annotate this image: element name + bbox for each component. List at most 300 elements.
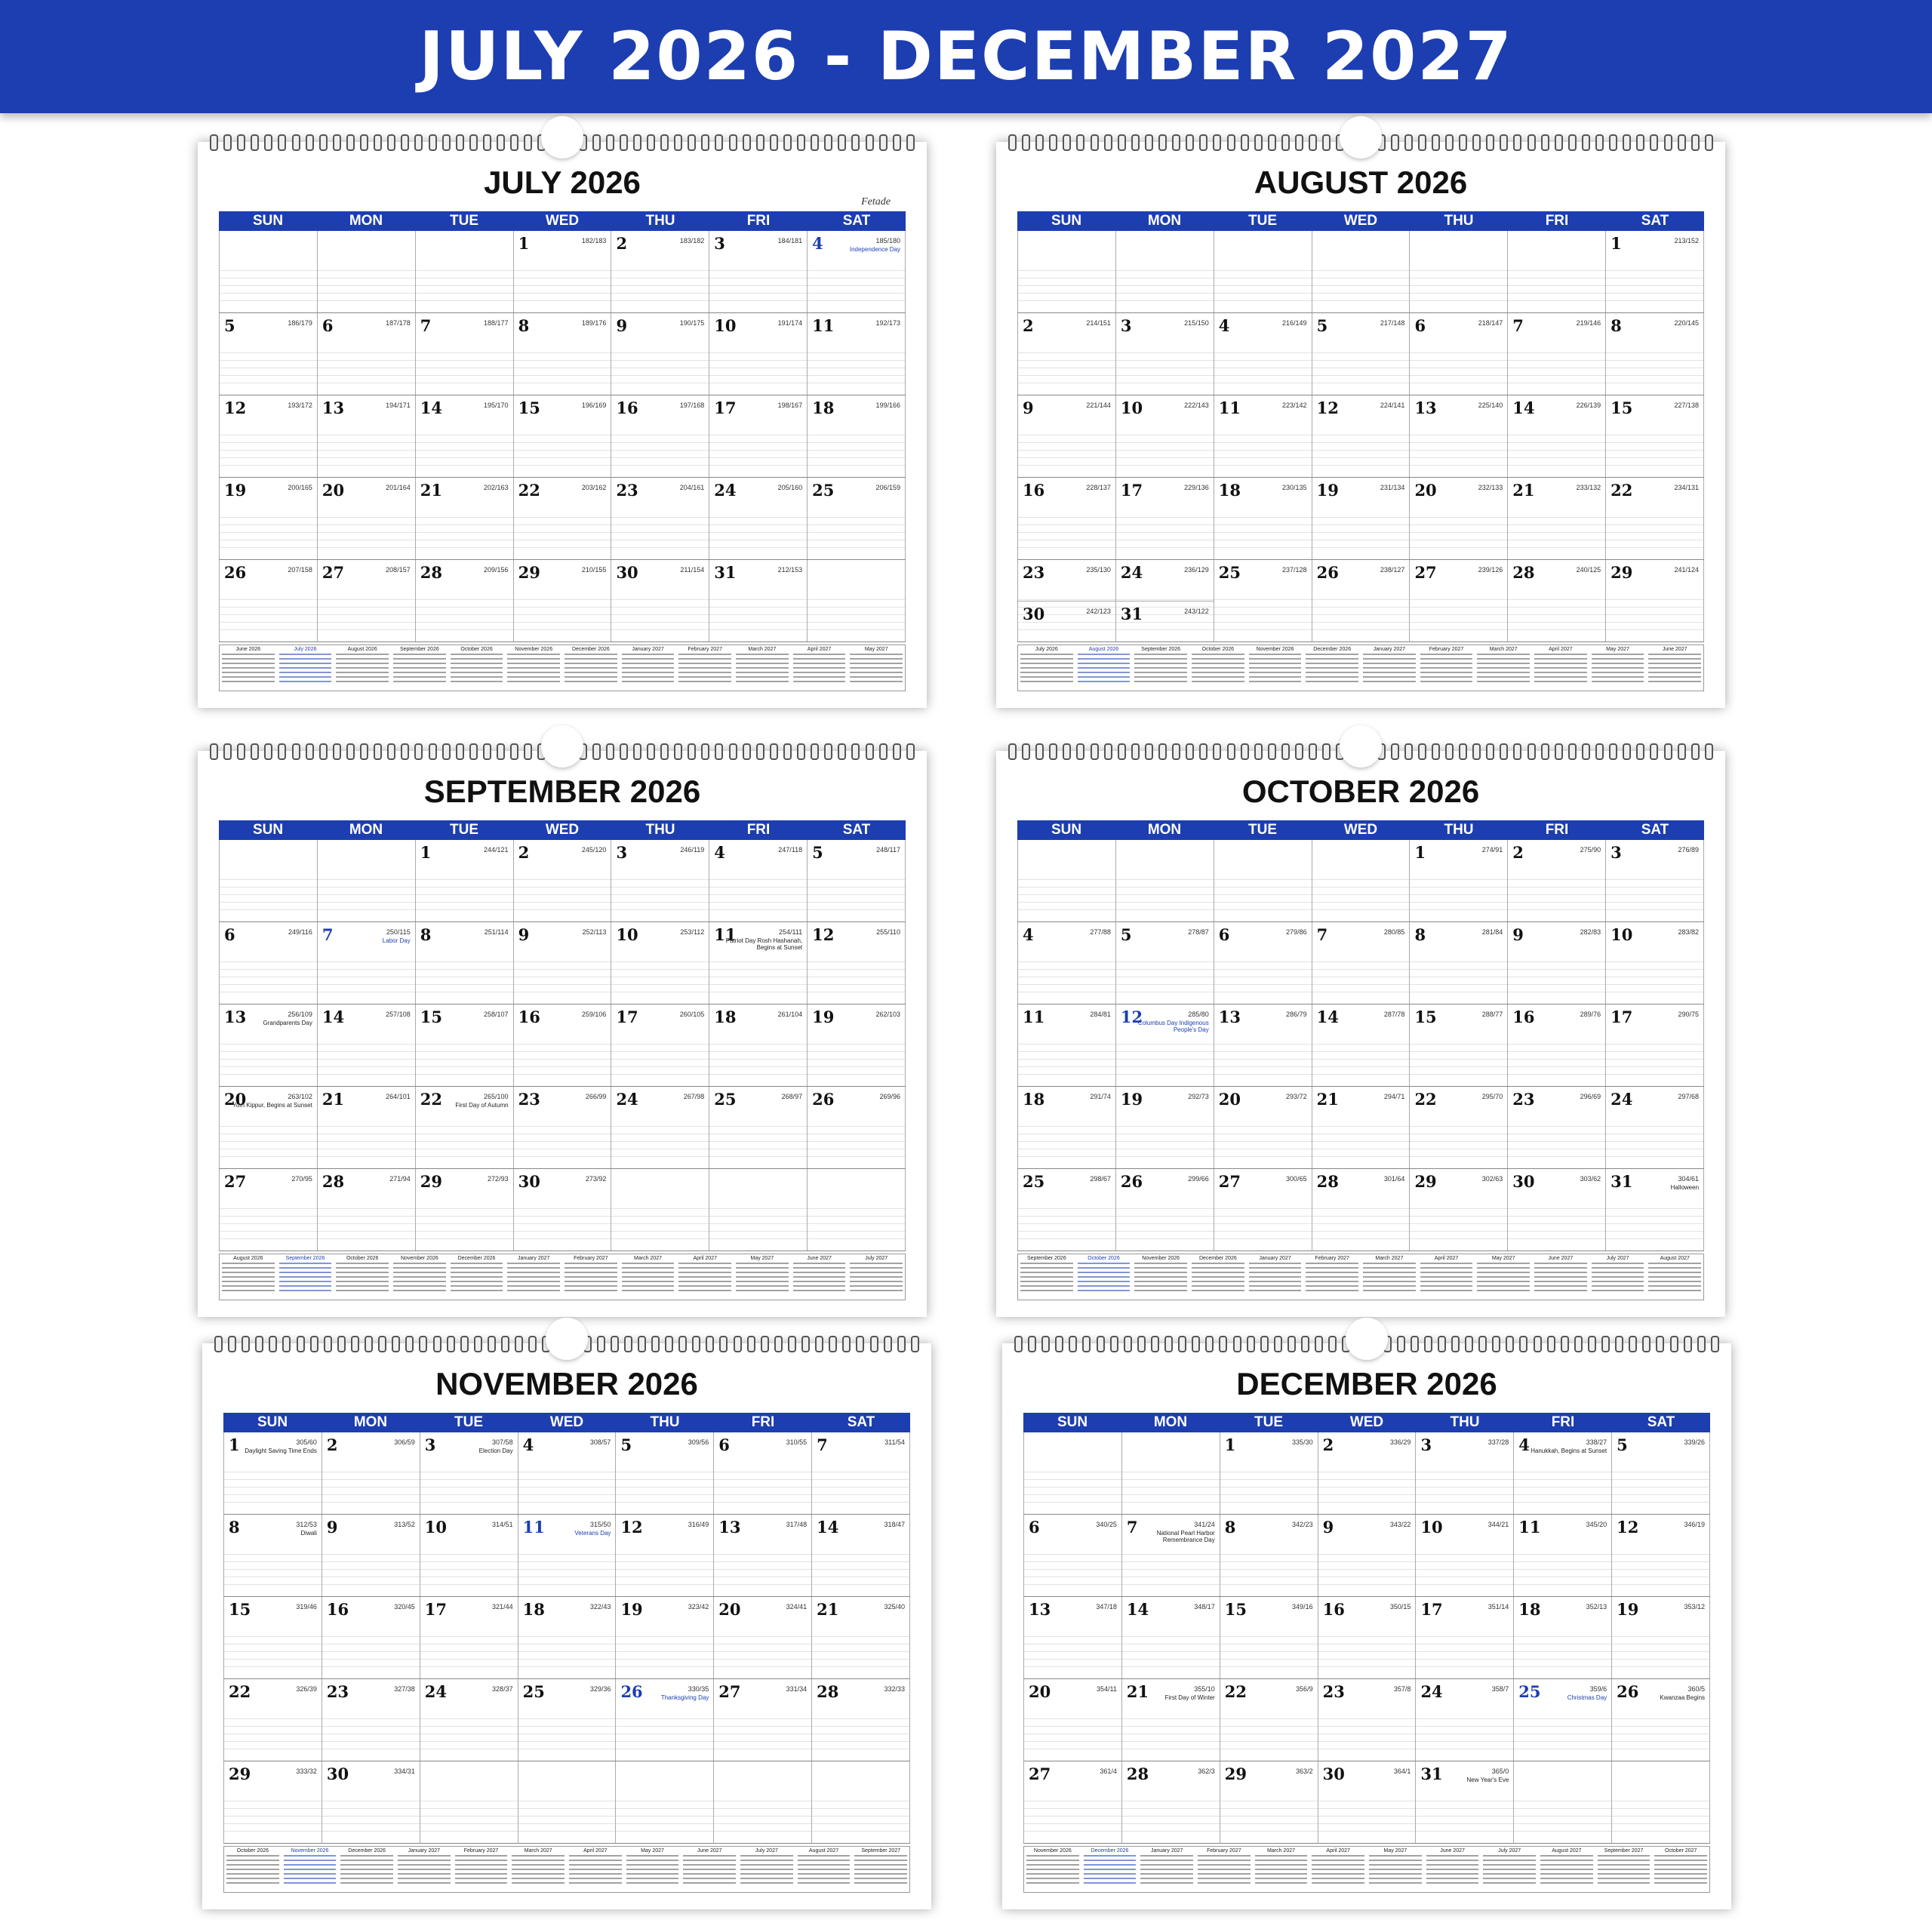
mini-calendar-title: July 2027 bbox=[865, 1256, 888, 1261]
weekday-header bbox=[223, 1413, 910, 1432]
day-cell-half[interactable] bbox=[1018, 560, 1115, 601]
day-cell[interactable] bbox=[808, 840, 906, 921]
mini-calendar-title: November 2026 bbox=[1033, 1848, 1072, 1854]
day-cell[interactable] bbox=[223, 1761, 322, 1843]
day-cell[interactable] bbox=[1312, 560, 1411, 641]
day-of-year: 309/56 bbox=[688, 1438, 709, 1446]
day-cell[interactable] bbox=[808, 231, 906, 312]
day-cell[interactable] bbox=[1312, 395, 1411, 477]
day-cell[interactable] bbox=[808, 313, 906, 395]
mini-calendar-title: May 2027 bbox=[641, 1848, 664, 1854]
day-cell[interactable] bbox=[1214, 231, 1312, 312]
day-number: 26 bbox=[620, 1682, 643, 1701]
day-of-year: 271/94 bbox=[389, 1175, 411, 1183]
day-cell[interactable] bbox=[1410, 1087, 1508, 1168]
day-cell[interactable] bbox=[1612, 1432, 1710, 1514]
day-cell[interactable] bbox=[1220, 1761, 1318, 1843]
spiral-ring bbox=[1615, 1336, 1623, 1352]
day-cell[interactable] bbox=[318, 313, 416, 395]
day-cell[interactable] bbox=[1116, 395, 1214, 477]
mini-calendar-title: August 2026 bbox=[233, 1256, 263, 1261]
day-cell[interactable] bbox=[416, 1169, 514, 1251]
spiral-ring bbox=[1650, 134, 1658, 151]
day-cell[interactable] bbox=[223, 1679, 322, 1761]
day-cell[interactable] bbox=[1214, 1004, 1312, 1086]
mini-calendar-dates bbox=[565, 654, 617, 684]
weekday-label: THU bbox=[1450, 1414, 1480, 1430]
day-cell-half[interactable] bbox=[1018, 601, 1115, 642]
day-cell[interactable] bbox=[808, 1169, 906, 1251]
day-cell[interactable] bbox=[1606, 231, 1704, 312]
day-cell[interactable] bbox=[1122, 1679, 1220, 1761]
day-cell[interactable] bbox=[1017, 840, 1116, 921]
day-cell[interactable] bbox=[611, 560, 709, 641]
day-cell[interactable] bbox=[518, 1679, 617, 1761]
day-cell[interactable] bbox=[322, 1515, 420, 1596]
day-cell[interactable] bbox=[1318, 1515, 1417, 1596]
day-cell[interactable] bbox=[1508, 840, 1606, 921]
day-of-year: 316/49 bbox=[688, 1521, 709, 1528]
day-cell[interactable] bbox=[1214, 478, 1312, 559]
day-cell[interactable] bbox=[514, 560, 612, 641]
spiral-ring bbox=[419, 1336, 427, 1352]
day-cell[interactable] bbox=[1122, 1515, 1220, 1596]
weekday-label: TUE bbox=[1248, 213, 1277, 229]
day-cell[interactable] bbox=[1023, 1432, 1122, 1514]
day-cell[interactable] bbox=[1214, 1087, 1312, 1168]
mini-calendar-dates bbox=[226, 1855, 279, 1885]
day-cell[interactable] bbox=[514, 840, 612, 921]
day-cell[interactable] bbox=[1312, 922, 1411, 1004]
spiral-ring bbox=[1186, 134, 1194, 151]
day-cell[interactable] bbox=[416, 478, 514, 559]
day-cell[interactable] bbox=[514, 478, 612, 559]
day-cell[interactable] bbox=[1116, 560, 1214, 641]
day-cell[interactable] bbox=[1116, 313, 1214, 395]
day-cell[interactable] bbox=[709, 313, 808, 395]
day-cell[interactable] bbox=[1410, 1169, 1508, 1251]
spiral-ring bbox=[1445, 134, 1454, 151]
hanger-hole bbox=[546, 1318, 588, 1360]
day-cell[interactable] bbox=[611, 395, 709, 477]
day-of-year: 230/135 bbox=[1282, 484, 1307, 491]
day-cell[interactable] bbox=[420, 1679, 518, 1761]
day-cell[interactable] bbox=[1214, 313, 1312, 395]
brand-logo: Fetade bbox=[861, 196, 891, 208]
day-cell[interactable] bbox=[219, 1169, 318, 1251]
day-cell[interactable] bbox=[611, 1087, 709, 1168]
day-cell[interactable] bbox=[611, 1169, 709, 1251]
day-cell[interactable] bbox=[318, 395, 416, 477]
day-cell[interactable] bbox=[518, 1761, 617, 1843]
holiday-note: Veterans Day bbox=[574, 1530, 611, 1537]
day-number: 9 bbox=[1512, 925, 1524, 944]
day-cell[interactable] bbox=[1312, 1004, 1411, 1086]
day-cell[interactable] bbox=[616, 1597, 714, 1678]
mini-calendar-title: October 2026 bbox=[236, 1848, 269, 1854]
day-cell[interactable] bbox=[611, 922, 709, 1004]
day-cell[interactable] bbox=[322, 1432, 420, 1514]
day-cell[interactable] bbox=[1416, 1597, 1514, 1678]
mini-calendar-dates bbox=[1477, 654, 1530, 684]
week-row bbox=[1017, 395, 1704, 478]
spiral-ring bbox=[797, 134, 805, 151]
day-cell[interactable] bbox=[1612, 1679, 1710, 1761]
day-cell[interactable] bbox=[514, 1169, 612, 1251]
day-of-year: 280/85 bbox=[1383, 928, 1405, 936]
day-cell[interactable] bbox=[1410, 840, 1508, 921]
day-cell[interactable] bbox=[318, 922, 416, 1004]
day-cell[interactable] bbox=[514, 922, 612, 1004]
day-cell[interactable] bbox=[611, 313, 709, 395]
spiral-ring bbox=[851, 743, 860, 760]
day-cell[interactable] bbox=[1116, 231, 1214, 312]
day-cell[interactable] bbox=[1017, 395, 1116, 477]
day-cell[interactable] bbox=[219, 395, 318, 477]
day-cell[interactable] bbox=[709, 478, 808, 559]
month-title: OCTOBER 2026 bbox=[1241, 774, 1480, 809]
day-cell[interactable] bbox=[1122, 1597, 1220, 1678]
day-cell[interactable] bbox=[812, 1515, 910, 1596]
day-cell[interactable] bbox=[1116, 478, 1214, 559]
day-of-year: 361/4 bbox=[1100, 1767, 1117, 1775]
day-cell[interactable] bbox=[416, 840, 514, 921]
day-cell[interactable] bbox=[1017, 313, 1116, 395]
day-cell[interactable] bbox=[611, 840, 709, 921]
day-number: 18 bbox=[714, 1008, 737, 1026]
day-cell[interactable] bbox=[1318, 1679, 1417, 1761]
day-cell[interactable] bbox=[1612, 1761, 1710, 1843]
day-cell[interactable] bbox=[322, 1679, 420, 1761]
day-cell[interactable] bbox=[808, 395, 906, 477]
day-cell[interactable] bbox=[514, 231, 612, 312]
day-cell[interactable] bbox=[1606, 1169, 1704, 1251]
spiral-ring bbox=[1500, 743, 1508, 760]
day-cell[interactable] bbox=[1416, 1761, 1514, 1843]
day-cell[interactable] bbox=[318, 1004, 416, 1086]
day-cell[interactable] bbox=[219, 478, 318, 559]
day-cell[interactable] bbox=[1017, 1087, 1116, 1168]
day-cell[interactable] bbox=[1514, 1679, 1612, 1761]
day-cell[interactable] bbox=[416, 1004, 514, 1086]
mini-calendar bbox=[795, 1847, 853, 1892]
day-cell[interactable] bbox=[1017, 560, 1116, 641]
day-cell[interactable] bbox=[1318, 1597, 1417, 1678]
day-cell[interactable] bbox=[1023, 1597, 1122, 1678]
day-cell[interactable] bbox=[420, 1761, 518, 1843]
day-cell[interactable] bbox=[1214, 560, 1312, 641]
day-cell[interactable] bbox=[616, 1761, 714, 1843]
day-cell[interactable] bbox=[616, 1432, 714, 1514]
day-cell[interactable] bbox=[514, 1087, 612, 1168]
day-cell[interactable] bbox=[1312, 478, 1411, 559]
day-cell[interactable] bbox=[812, 1597, 910, 1678]
day-cell[interactable] bbox=[514, 313, 612, 395]
day-cell[interactable] bbox=[709, 395, 808, 477]
day-cell[interactable] bbox=[611, 478, 709, 559]
day-cell[interactable] bbox=[1017, 231, 1116, 312]
day-cell[interactable] bbox=[318, 1169, 416, 1251]
day-cell[interactable] bbox=[420, 1432, 518, 1514]
day-cell[interactable] bbox=[1312, 231, 1411, 312]
day-cell[interactable] bbox=[1220, 1432, 1318, 1514]
day-cell[interactable] bbox=[1122, 1761, 1220, 1843]
day-cell[interactable] bbox=[714, 1515, 812, 1596]
calendar-page bbox=[202, 1343, 931, 1909]
day-cell[interactable] bbox=[709, 231, 808, 312]
day-number: 7 bbox=[1126, 1518, 1138, 1537]
day-cell[interactable] bbox=[1116, 1004, 1214, 1086]
day-cell[interactable] bbox=[1508, 922, 1606, 1004]
mini-calendar-dates bbox=[1648, 1263, 1701, 1293]
day-number: 3 bbox=[616, 843, 628, 862]
day-cell[interactable] bbox=[1508, 1169, 1606, 1251]
day-cell[interactable] bbox=[1318, 1761, 1417, 1843]
day-of-year: 325/40 bbox=[884, 1603, 906, 1611]
day-cell[interactable] bbox=[1410, 922, 1508, 1004]
spiral-ring bbox=[1513, 743, 1521, 760]
day-cell[interactable] bbox=[1410, 478, 1508, 559]
day-number: 7 bbox=[1512, 316, 1524, 335]
spiral-ring bbox=[237, 134, 245, 151]
day-of-year: 319/46 bbox=[296, 1603, 317, 1611]
day-cell[interactable] bbox=[1116, 840, 1214, 921]
day-cell[interactable] bbox=[709, 1087, 808, 1168]
day-number: 14 bbox=[420, 398, 442, 417]
mini-calendar bbox=[1024, 1847, 1081, 1892]
day-cell[interactable] bbox=[518, 1515, 617, 1596]
day-cell[interactable] bbox=[1508, 478, 1606, 559]
day-of-year: 232/133 bbox=[1478, 484, 1503, 491]
day-cell[interactable] bbox=[616, 1679, 714, 1761]
day-cell[interactable] bbox=[808, 1004, 906, 1086]
day-cell[interactable] bbox=[1017, 1169, 1116, 1251]
day-cell[interactable] bbox=[1116, 922, 1214, 1004]
day-cell[interactable] bbox=[709, 922, 808, 1004]
week-row bbox=[223, 1432, 910, 1515]
day-cell[interactable] bbox=[1606, 560, 1704, 641]
day-cell[interactable] bbox=[1508, 1087, 1606, 1168]
day-cell[interactable] bbox=[1220, 1515, 1318, 1596]
day-cell[interactable] bbox=[322, 1761, 420, 1843]
day-cell[interactable] bbox=[420, 1597, 518, 1678]
day-cell[interactable] bbox=[223, 1432, 322, 1514]
day-cell[interactable] bbox=[709, 560, 808, 641]
mini-calendar-title: March 2027 bbox=[524, 1848, 552, 1854]
day-cell[interactable] bbox=[416, 313, 514, 395]
day-of-year: 272/93 bbox=[488, 1175, 509, 1183]
day-cell[interactable] bbox=[709, 1169, 808, 1251]
day-cell[interactable] bbox=[1508, 313, 1606, 395]
spiral-ring bbox=[633, 743, 641, 760]
day-cell[interactable] bbox=[318, 231, 416, 312]
day-cell[interactable] bbox=[714, 1597, 812, 1678]
day-cell[interactable] bbox=[812, 1432, 910, 1514]
day-cell[interactable] bbox=[416, 922, 514, 1004]
spiral-ring bbox=[1486, 134, 1494, 151]
day-cell-half[interactable] bbox=[1116, 601, 1214, 642]
day-cell[interactable] bbox=[812, 1679, 910, 1761]
day-cell[interactable] bbox=[514, 395, 612, 477]
spiral-ring bbox=[592, 134, 601, 151]
day-cell[interactable] bbox=[1312, 1087, 1411, 1168]
spiral-ring bbox=[351, 1336, 359, 1352]
spiral-ring bbox=[906, 743, 915, 760]
day-of-year: 260/105 bbox=[679, 1011, 705, 1018]
day-number: 6 bbox=[1029, 1518, 1040, 1537]
day-cell[interactable] bbox=[219, 231, 318, 312]
day-number: 3 bbox=[714, 234, 725, 253]
day-cell[interactable] bbox=[714, 1432, 812, 1514]
spiral-ring bbox=[1322, 743, 1331, 760]
day-cell[interactable] bbox=[318, 840, 416, 921]
day-cell[interactable] bbox=[714, 1679, 812, 1761]
mini-calendar bbox=[848, 1254, 905, 1300]
day-cell[interactable] bbox=[420, 1515, 518, 1596]
day-cell[interactable] bbox=[1116, 1169, 1214, 1251]
day-cell[interactable] bbox=[1606, 922, 1704, 1004]
day-cell[interactable] bbox=[416, 231, 514, 312]
day-cell[interactable] bbox=[1410, 395, 1508, 477]
mini-calendar-dates bbox=[336, 654, 389, 684]
day-cell[interactable] bbox=[518, 1597, 617, 1678]
weekday-label: FRI bbox=[746, 822, 771, 838]
day-cell[interactable] bbox=[1514, 1515, 1612, 1596]
day-cell[interactable] bbox=[1508, 231, 1606, 312]
day-cell[interactable] bbox=[1508, 395, 1606, 477]
day-cell[interactable] bbox=[1606, 1087, 1704, 1168]
day-cell[interactable] bbox=[1116, 1087, 1214, 1168]
day-cell[interactable] bbox=[1606, 1004, 1704, 1086]
day-cell[interactable] bbox=[1220, 1597, 1318, 1678]
spiral-ring bbox=[756, 743, 764, 760]
day-cell[interactable] bbox=[322, 1597, 420, 1678]
day-of-year: 320/45 bbox=[394, 1603, 415, 1611]
day-cell[interactable] bbox=[1514, 1597, 1612, 1678]
day-cell[interactable] bbox=[611, 231, 709, 312]
day-number: 25 bbox=[522, 1682, 545, 1701]
day-cell[interactable] bbox=[1214, 840, 1312, 921]
day-cell[interactable] bbox=[223, 1515, 322, 1596]
mini-calendar-dates bbox=[393, 1263, 446, 1293]
day-cell[interactable] bbox=[1017, 478, 1116, 559]
spiral-ring bbox=[1097, 1336, 1105, 1352]
day-cell[interactable] bbox=[611, 1004, 709, 1086]
day-cell[interactable] bbox=[416, 560, 514, 641]
day-cell[interactable] bbox=[1606, 840, 1704, 921]
spiral-ring bbox=[1432, 743, 1440, 760]
day-cell[interactable] bbox=[219, 560, 318, 641]
day-cell[interactable] bbox=[1416, 1432, 1514, 1514]
day-cell[interactable] bbox=[1318, 1432, 1417, 1514]
day-cell[interactable] bbox=[1508, 560, 1606, 641]
day-cell[interactable] bbox=[416, 1087, 514, 1168]
spiral-ring bbox=[1711, 1336, 1719, 1352]
day-cell[interactable] bbox=[219, 1087, 318, 1168]
day-cell[interactable] bbox=[1312, 840, 1411, 921]
spiral-ring bbox=[469, 743, 478, 760]
day-cell[interactable] bbox=[714, 1761, 812, 1843]
day-cell[interactable] bbox=[1508, 1004, 1606, 1086]
day-cell[interactable] bbox=[1214, 1169, 1312, 1251]
day-cell[interactable] bbox=[1214, 395, 1312, 477]
day-cell[interactable] bbox=[709, 840, 808, 921]
day-cell[interactable] bbox=[318, 1087, 416, 1168]
day-cell[interactable] bbox=[1023, 1515, 1122, 1596]
day-cell[interactable] bbox=[318, 560, 416, 641]
day-number: 25 bbox=[714, 1090, 737, 1109]
mini-calendar-title: July 2027 bbox=[1606, 1256, 1629, 1261]
day-cell[interactable] bbox=[1410, 1004, 1508, 1086]
spiral-ring bbox=[1664, 743, 1672, 760]
day-of-year: 236/129 bbox=[1184, 566, 1209, 574]
day-cell[interactable] bbox=[416, 395, 514, 477]
day-cell[interactable] bbox=[1606, 313, 1704, 395]
day-cell-half[interactable] bbox=[1116, 560, 1214, 601]
day-cell[interactable] bbox=[1023, 1761, 1122, 1843]
day-number: 21 bbox=[817, 1600, 839, 1619]
day-cell[interactable] bbox=[808, 922, 906, 1004]
day-cell[interactable] bbox=[1416, 1515, 1514, 1596]
day-cell[interactable] bbox=[1606, 395, 1704, 477]
day-cell[interactable] bbox=[1410, 231, 1508, 312]
day-cell[interactable] bbox=[1017, 922, 1116, 1004]
day-cell[interactable] bbox=[1514, 1432, 1612, 1514]
day-cell[interactable] bbox=[616, 1515, 714, 1596]
day-cell[interactable] bbox=[1017, 1004, 1116, 1086]
mini-calendar-title: December 2026 bbox=[1091, 1848, 1129, 1854]
day-cell[interactable] bbox=[1023, 1679, 1122, 1761]
mini-calendar bbox=[1418, 1254, 1475, 1300]
day-of-year: 348/17 bbox=[1194, 1603, 1215, 1611]
day-cell[interactable] bbox=[1122, 1432, 1220, 1514]
day-cell[interactable] bbox=[219, 840, 318, 921]
day-of-year: 215/150 bbox=[1184, 319, 1209, 327]
day-cell[interactable] bbox=[1214, 922, 1312, 1004]
day-cell[interactable] bbox=[1514, 1761, 1612, 1843]
day-cell[interactable] bbox=[219, 922, 318, 1004]
day-cell[interactable] bbox=[709, 1004, 808, 1086]
mini-calendar-dates bbox=[340, 1855, 393, 1885]
weekday-label: SUN bbox=[252, 213, 284, 229]
day-cell[interactable] bbox=[223, 1597, 322, 1678]
day-cell[interactable] bbox=[1612, 1597, 1710, 1678]
day-cell[interactable] bbox=[812, 1761, 910, 1843]
day-cell[interactable] bbox=[1612, 1515, 1710, 1596]
spiral-ring bbox=[1438, 1336, 1446, 1352]
day-cell[interactable] bbox=[1220, 1679, 1318, 1761]
day-of-year: 251/114 bbox=[484, 928, 509, 936]
day-cell[interactable] bbox=[1312, 1169, 1411, 1251]
day-cell[interactable] bbox=[219, 1004, 318, 1086]
day-number: 31 bbox=[1611, 1172, 1633, 1191]
day-cell[interactable] bbox=[514, 1004, 612, 1086]
day-cell[interactable] bbox=[518, 1432, 617, 1514]
day-cell[interactable] bbox=[808, 560, 906, 641]
day-cell[interactable] bbox=[1410, 313, 1508, 395]
day-cell[interactable] bbox=[808, 1087, 906, 1168]
holiday-note: Election Day bbox=[478, 1447, 513, 1454]
day-of-year: 355/10 bbox=[1194, 1685, 1215, 1693]
day-of-year: 354/11 bbox=[1097, 1685, 1117, 1693]
day-cell[interactable] bbox=[1416, 1679, 1514, 1761]
day-cell[interactable] bbox=[1606, 478, 1704, 559]
day-cell[interactable] bbox=[318, 478, 416, 559]
day-cell[interactable] bbox=[1312, 313, 1411, 395]
day-cell[interactable] bbox=[808, 478, 906, 559]
day-cell[interactable] bbox=[1410, 560, 1508, 641]
day-cell[interactable] bbox=[219, 313, 318, 395]
